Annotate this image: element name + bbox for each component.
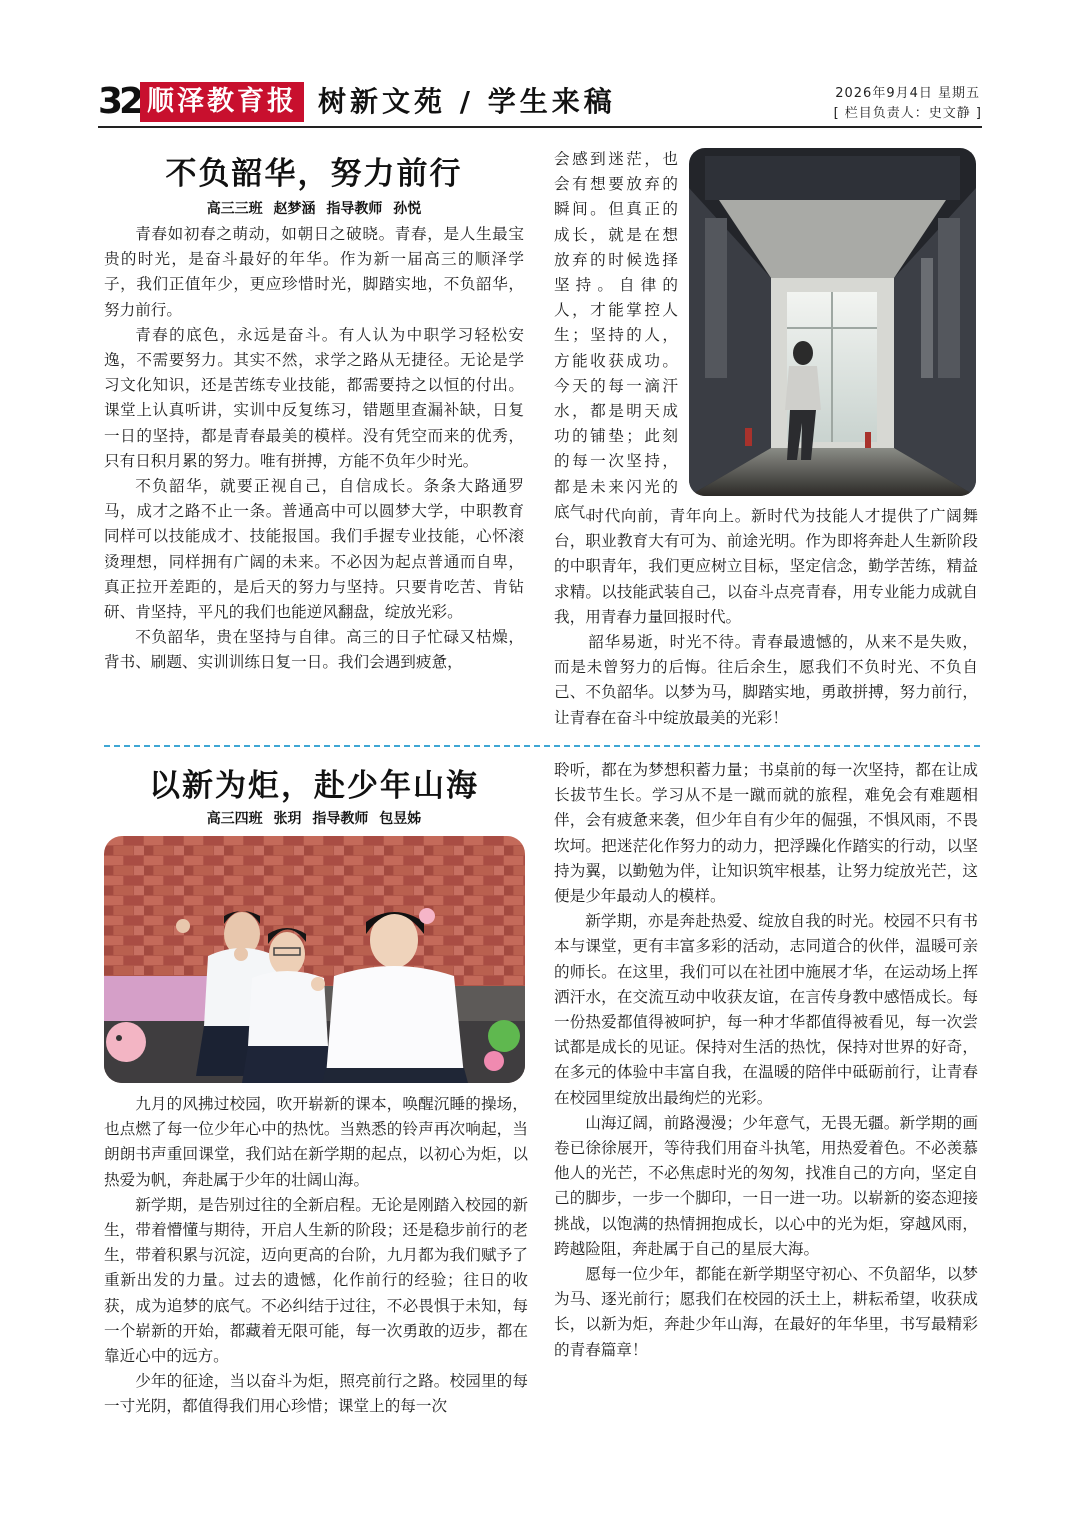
article-divider — [104, 745, 980, 747]
masthead-rule — [98, 126, 982, 128]
hallway-photo — [689, 148, 976, 496]
article1-right-narrow-column — [554, 147, 678, 525]
article1-paragraph: 不负韶华，贵在坚持与自律。高三的日子忙碌又枯燥，背书、刷题、实训训练日复一日。我们会遇到疲惫， — [104, 628, 524, 672]
masthead — [98, 78, 982, 124]
article1-title: 不负韶华，努力前行 — [165, 156, 463, 192]
section-title: 树新文苑 / 学生来稿 — [318, 85, 616, 118]
article1-right-wide-column — [554, 504, 978, 731]
article1-paragraph: 韶华易逝，时光不待。青春最遗憾的，从来不是失败，而是未曾努力的后悔。往后余生，愿我们不负时光、不负自己、不负韶华。以梦为马，脚踏实地，勇敢拼搏，努力前行，让青春在奋斗中绽放最美的光彩！ — [554, 633, 978, 727]
column-editor: [ 栏目负责人：史文静 ] — [833, 106, 982, 121]
article2-paragraph: 新学期，亦是奔赴热爱、绽放自我的时光。校园不只有书本与课堂，更有丰富多彩的活动，志同道合的伙伴，温暖可亲的师长。在这里，我们可以在社团中施展才华，在运动场上挥洒汗水，在交流互动中收获友谊，在言传身教中感悟成长。每一份热爱都值得被呵护，每一种才华都值得被看见，每一次尝试都是成长的见证。保持对生活的热忱，保持对世界的好奇，在多元的体验中丰富自我，在温暖的陪伴中砥砺前行，让青春在校园里绽放出最绚烂的光彩。 — [554, 912, 978, 1107]
article1-byline: 高三三班 赵梦涵 指导教师 孙悦 — [206, 201, 422, 217]
article1-paragraph: 青春如初春之萌动，如朝日之破晓。青春，是人生最宝贵的时光，是奋斗最好的年华。作为新一届高三的顺泽学子，我们正值年少，更应珍惜时光，脚踏实地，不负韶华，努力前行。 — [104, 225, 524, 319]
article1-left-column — [104, 222, 524, 676]
article2-paragraph: 聆听，都在为梦想积蓄力量；书桌前的每一次坚持，都在让成长拔节生长。学习从不是一蹴而就的旅程，难免会有难题相伴，会有疲惫来袭，但少年自有少年的倔强，不惧风雨，不畏坎坷。把迷茫化作努力的动力，把浮躁化作踏实的行动，以坚持为翼，以勤勉为伴，让知识筑牢根基，让努力绽放光芒，这便是少年最动人的模样。 — [554, 761, 978, 906]
article1-paragraph: 青春的底色，永远是奋斗。有人认为中职学习轻松安逸，不需要努力。其实不然，求学之路从无捷径。无论是学习文化知识，还是苦练专业技能，都需要持之以恒的付出。课堂上认真听讲，实训中反复练习，错题里查漏补缺，日复一日的坚持，都是青春最美的模样。没有凭空而来的优秀，只有日积月累的努力。唯有拼搏，方能不负年少时光。 — [104, 325, 524, 470]
article2-byline: 高三四班 张玥 指导教师 包昱姊 — [206, 811, 422, 827]
article2-right-column — [554, 758, 978, 1363]
article2-paragraph: 愿每一位少年，都能在新学期坚守初心、不负韶华，以梦为马、逐光前行；愿我们在校园的沃土上，耕耘希望，收获成长，以新为炬，奔赴少年山海，在最好的年华里，书写最精彩的青春篇章！ — [554, 1265, 978, 1359]
article1-paragraph: 会感到迷茫，也会有想要放弃的瞬间。但真正的成长，就是在想放弃的时候选择坚持。自律的人，才能掌控人生；坚持的人，方能收获成功。今天的每一滴汗水，都是明天成功的铺垫；此刻的每一次坚持，都是未来闪光的底气。 — [554, 150, 678, 521]
issue-date: 2026年9月4日 星期五 — [835, 86, 980, 101]
page-number: 32 — [98, 81, 141, 122]
article1-paragraph: 时代向前，青年向上。新时代为技能人才提供了广阔舞台，职业教育大有可为、前途光明。作为即将奔赴人生新阶段的中职青年，我们更应树立目标，坚定信念，勤学苦练，精益求精。以技能武装自己，以奋斗点亮青春，用专业能力成就自我，用青春力量回报时代。 — [554, 507, 978, 626]
article2-paragraph: 九月的风拂过校园，吹开崭新的课本，唤醒沉睡的操场，也点燃了每一位少年心中的热忱。当熟悉的铃声再次响起，当朗朗书声重回课堂，我们站在新学期的起点，以初心为炬，以热爱为帆，奔赴属于少年的壮阔山海。 — [104, 1095, 528, 1189]
article2-left-column — [104, 1092, 528, 1420]
newspaper-logo: 顺泽教育报 — [140, 82, 304, 122]
students-photo — [104, 836, 525, 1083]
article2-paragraph: 新学期，是告别过往的全新启程。无论是刚踏入校园的新生，带着懵懂与期待，开启人生新的阶段；还是稳步前行的老生，带着积累与沉淀，迈向更高的台阶，九月都为我们赋予了重新出发的力量。过去的遗憾，化作前行的经验；往日的收获，成为追梦的底气。不必纠结于过往，不必畏惧于未知，每一个崭新的开始，都藏着无限可能，每一次勇敢的迈步，都在靠近心中的远方。 — [104, 1195, 528, 1366]
article2-paragraph: 少年的征途，当以奋斗为炬，照亮前行之路。校园里的每一寸光阴，都值得我们用心珍惜；课堂上的每一次 — [104, 1372, 528, 1416]
article2-title: 以新为炬，赴少年山海 — [149, 768, 479, 804]
article1-paragraph: 不负韶华，就要正视自己，自信成长。条条大路通罗马，成才之路不止一条。普通高中可以圆梦大学，中职教育同样可以技能成才、技能报国。我们手握专业技能，心怀滚烫理想，同样拥有广阔的未来。不必因为起点普通而自卑，真正拉开差距的，是后天的努力与坚持。只要肯吃苦、肯钻研、肯坚持，平凡的我们也能逆风翻盘，绽放光彩。 — [104, 477, 524, 622]
article2-paragraph: 山海辽阔，前路漫漫；少年意气，无畏无疆。新学期的画卷已徐徐展开，等待我们用奋斗执笔，用热爱着色。不必羡慕他人的光芒，不必焦虑时光的匆匆，找准自己的方向，坚定自己的脚步，一步一个脚印，一日一进一功。以崭新的姿态迎接挑战，以饱满的热情拥抱成长，以心中的光为炬，穿越风雨，跨越险阻，奔赴属于自己的星辰大海。 — [554, 1113, 978, 1258]
